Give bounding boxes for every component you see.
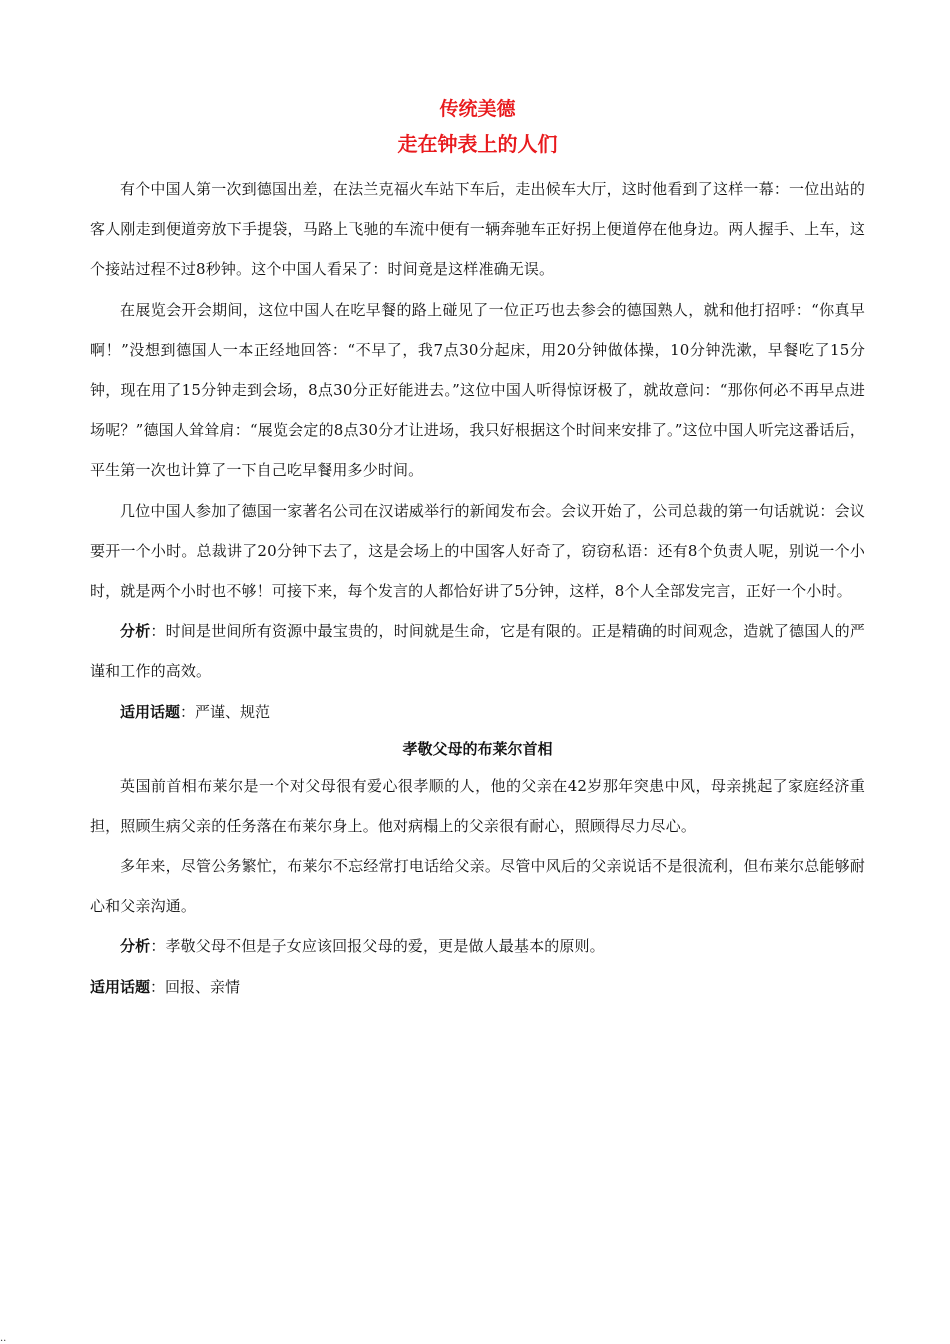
- document-page: [90, 95, 865, 1007]
- paragraph: 有个中国人第一次到德国出差，在法兰克福火车站下车后，走出候车大厅，这时他看到了这样一幕：一位出站的客人刚走到便道旁放下手提袋，马路上飞驰的车流中便有一辆奔驰车正好拐上便道停在他身边。两人握手、上车，这个接站过程不过8秒钟。这个中国人看呆了：时间竟是这样准确无误。: [90, 180, 865, 279]
- topic-line: [90, 692, 865, 732]
- paragraph: 几位中国人参加了德国一家著名公司在汉诺威举行的新闻发布会。会议开始了，公司总裁的第一句话就说：会议要开一个小时。总裁讲了20分钟下去了，这是会场上的中国客人好奇了，窃窃私语：还有8个负责人呢，别说一个小时，就是两个小时也不够！可接下来，每个发言的人都恰好讲了5分钟，这样，8个人全部发完言，正好一个小时。: [90, 501, 865, 601]
- analysis-text: ：孝敬父母不但是子女应该回报父母的爱，更是做人最基本的原则。: [150, 937, 605, 956]
- topic-text: ：回报、亲情: [150, 977, 241, 996]
- paragraph: 英国前首相布莱尔是一个对父母很有爱心很孝顺的人，他的父亲在42岁那年突患中风，母亲挑起了家庭经济重担，照顾生病父亲的任务落在布莱尔身上。他对病榻上的父亲很有耐心，照顾得尽力尽心。: [90, 776, 865, 835]
- analysis-paragraph: [90, 926, 865, 966]
- topic-label: 适用话题: [90, 977, 151, 996]
- analysis-label: 分析: [120, 622, 151, 641]
- section-title: 孝敬父母的布莱尔首相: [402, 739, 553, 758]
- topic-text: ：严谨、规范: [180, 702, 271, 721]
- analysis-label: 分析: [120, 937, 151, 956]
- category-heading: 传统美德: [439, 98, 516, 120]
- paragraph: 在展览会开会期间，这位中国人在吃早餐的路上碰见了一位正巧也去参会的德国熟人，就和他打招呼：“你真早啊！”没想到德国人一本正经地回答：“不早了，我7点30分起床，用20分钟做体操，10分钟洗漱，早餐吃了15分钟，现在用了15分钟走到会场，8点30分正好能进去。”这位中国人听得惊讶极了，就故意问：“那你何必不再早点进场呢？”德国人耸耸肩：“展览会定的8点30分才让进场，我只好根据这个时间来安排了。”这位中国人听完这番话后，平生第一次也计算了一下自己吃早餐用多少时间。: [90, 300, 865, 480]
- corner-mark: ..: [0, 1333, 7, 1344]
- analysis-text: ：时间是世间所有资源中最宝贵的，时间就是生命，它是有限的。正是精确的时间观念，造就了德国人的严谨和工作的高效。: [90, 622, 865, 681]
- paragraph: 多年来，尽管公务繁忙，布莱尔不忘经常打电话给父亲。尽管中风后的父亲说话不是很流利，但布莱尔总能够耐心和父亲沟通。: [90, 857, 865, 916]
- analysis-paragraph: [90, 611, 865, 691]
- article-title: 走在钟表上的人们: [397, 132, 558, 156]
- topic-label: 适用话题: [120, 702, 181, 721]
- topic-line: [90, 967, 865, 1007]
